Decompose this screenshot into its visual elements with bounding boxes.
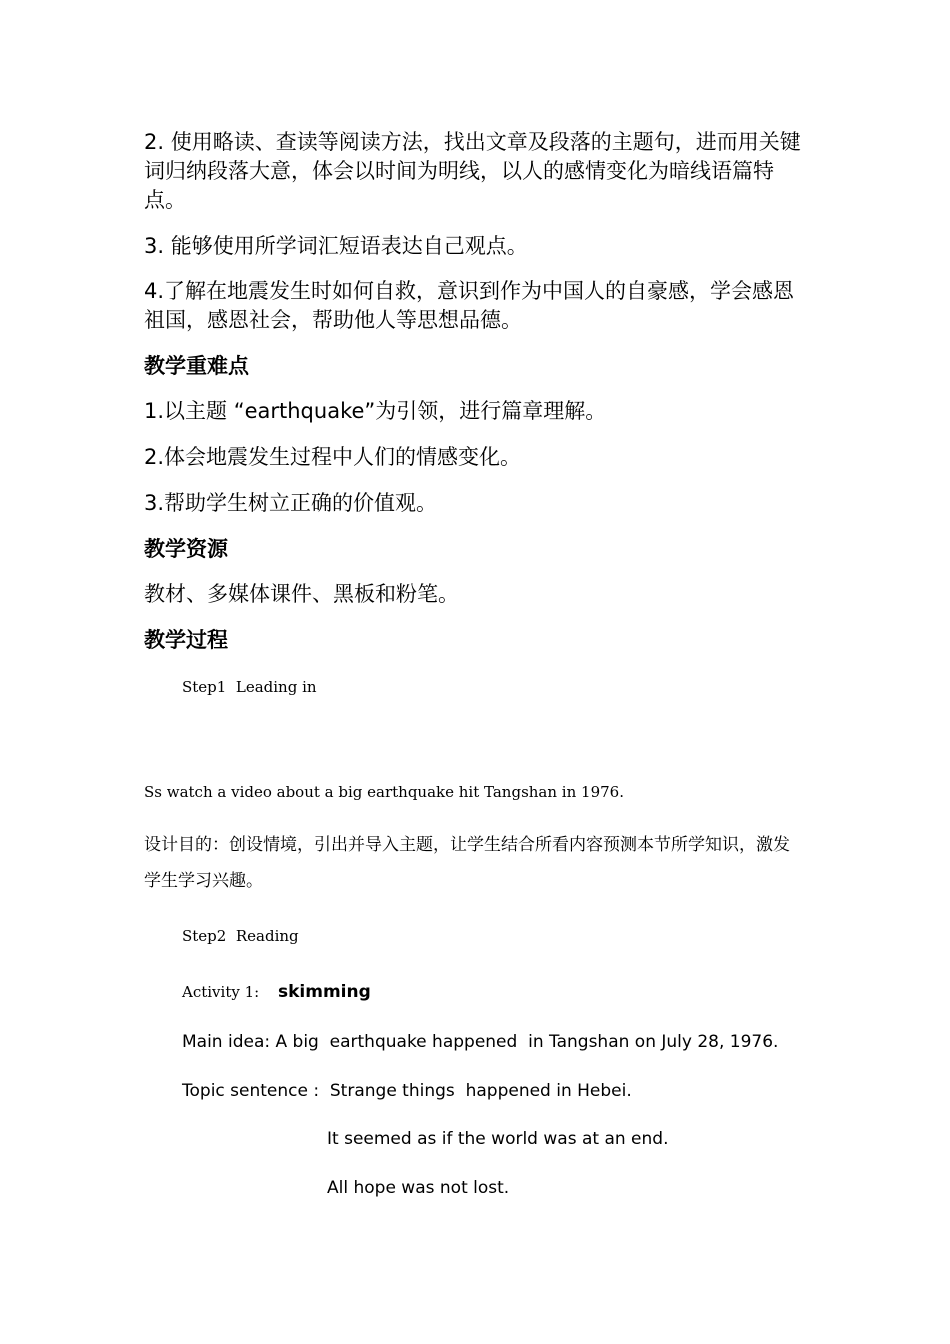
key-point-2: 2.体会地震发生过程中人们的情感变化。 <box>144 445 522 469</box>
activity1-row <box>182 982 371 1002</box>
key-point-1: 1.以主题 “earthquake”为引领，进行篇章理解。 <box>144 399 607 423</box>
key-point-3: 3.帮助学生树立正确的价值观。 <box>144 491 438 515</box>
activity1-label: Activity 1: <box>182 983 260 1001</box>
objective-item-2: 2. 使用略读、查读等阅读方法，找出文章及段落的主题句，进而用关键词归纳段落大意，体会以时间为明线，以人的感情变化为暗线语篇特点。 <box>144 130 801 212</box>
process-heading: 教学过程 <box>144 628 228 652</box>
key-points-heading: 教学重难点 <box>144 354 249 378</box>
main-idea: Main idea: A big earthquake happened in Tangshan on July 28, 1976. <box>182 1032 779 1052</box>
step1-heading: Step1 Leading in <box>182 678 317 696</box>
resources-text: 教材、多媒体课件、黑板和粉笔。 <box>144 582 459 606</box>
topic-sentence-3: All hope was not lost. <box>327 1178 510 1198</box>
activity1-name: skimming <box>277 982 371 1002</box>
topic-sentence-1: Topic sentence : Strange things happened in Hebei. <box>182 1081 632 1101</box>
resources-heading: 教学资源 <box>144 537 228 561</box>
design-purpose: 设计目的：创设情境，引出并导入主题，让学生结合所看内容预测本节所学知识，激发学生学习兴趣。 <box>144 835 790 891</box>
step1-activity: Ss watch a video about a big earthquake hit Tangshan in 1976. <box>144 783 624 801</box>
objective-item-3: 3. 能够使用所学词汇短语表达自己观点。 <box>144 234 528 258</box>
step2-heading: Step2 Reading <box>182 927 299 945</box>
objective-item-4: 4.了解在地震发生时如何自救，意识到作为中国人的自豪感，学会感恩祖国，感恩社会，帮助他人等思想品德。 <box>144 279 795 332</box>
topic-sentence-2: It seemed as if the world was at an end. <box>327 1129 669 1149</box>
